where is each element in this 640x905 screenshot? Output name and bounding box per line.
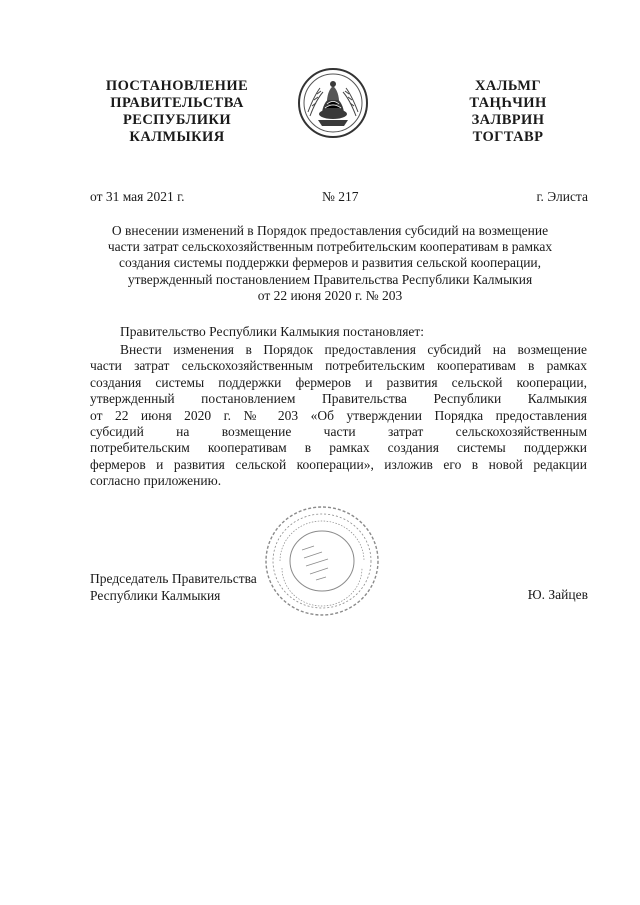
signatory-position-line: Республики Калмыкия xyxy=(90,588,221,603)
header-right-line: ТАҢҺЧИН xyxy=(469,95,547,111)
document-number: № 217 xyxy=(322,189,359,204)
body-line: субсидий на возмещение части затрат сельскохозяйственным xyxy=(90,424,587,440)
body-line: утвержденный постановлением Правительства Республики Калмыкия xyxy=(90,391,587,407)
header-right-line: ХАЛЬМГ xyxy=(474,78,542,94)
body-line: согласно приложению. xyxy=(90,473,222,489)
title-line: от 22 июня 2020 г. № 203 xyxy=(257,287,403,303)
coat-of-arms-icon xyxy=(296,66,370,140)
document-title xyxy=(80,223,580,304)
document-city: г. Элиста xyxy=(536,189,588,204)
header-left-line: КАЛМЫКИЯ xyxy=(129,129,225,145)
body-line: фермеров и развития сельской кооперации», изложив его в новой редакции xyxy=(90,456,587,472)
document-date: от 31 мая 2021 г. xyxy=(90,189,185,204)
body-line: потребительским кооперативам в рамках создания системы поддержки xyxy=(90,440,587,456)
header-right-line: ТОГТАВР xyxy=(472,129,544,145)
signatory-position xyxy=(90,570,257,604)
body-line: части затрат сельскохозяйственным потребительским кооперативам в рамках xyxy=(90,358,587,374)
title-line: О внесении изменений в Порядок предоставления субсидий на возмещение xyxy=(111,223,549,238)
title-line: части затрат сельскохозяйственным потребительским кооперативам в рамках xyxy=(107,239,553,255)
header-left-line: РЕСПУБЛИКИ xyxy=(122,112,232,128)
header-left-title xyxy=(92,78,262,146)
title-line: утвержденный постановлением Правительства Республики Калмыкия xyxy=(127,271,533,287)
official-stamp-icon xyxy=(262,502,382,620)
resolution-intro: Правительство Республики Калмыкия постановляет: xyxy=(120,324,425,339)
header-right-title xyxy=(448,78,568,146)
body-line: Внести изменения в Порядок предоставления субсидий на возмещение xyxy=(120,342,587,357)
title-line: создания системы поддержки фермеров и развития сельской кооперации, xyxy=(118,255,542,271)
signatory-name: Ю. Зайцев xyxy=(527,587,588,602)
header-left-line: ПОСТАНОВЛЕНИЕ xyxy=(105,78,249,94)
header-right-line: ЗАЛВРИН xyxy=(471,112,545,128)
header-left-line: ПРАВИТЕЛЬСТВА xyxy=(110,95,244,111)
resolution-body xyxy=(90,342,587,490)
signatory-position-line: Председатель Правительства xyxy=(90,571,257,586)
body-line: создания системы поддержки фермеров и развития сельской кооперации, xyxy=(90,374,587,390)
body-line: от 22 июня 2020 г. № 203 «Об утверждении Порядка предоставления xyxy=(90,407,587,423)
